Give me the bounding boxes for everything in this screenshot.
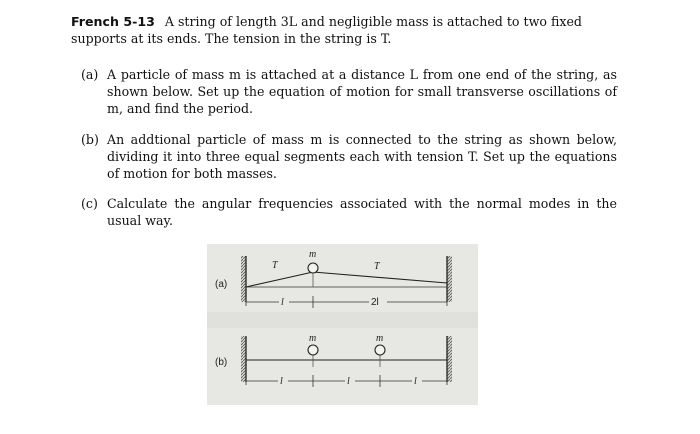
string-mass-figure [207, 244, 478, 405]
part-b-text: An addtional particle of mass m is connected to the string as shown below, dividing it into three equal segments each with tension T. Set up the equations of motion for both masses. [107, 132, 617, 181]
panel-a [215, 249, 452, 308]
shadow-band [207, 312, 478, 328]
mass-label-a: m [309, 249, 317, 260]
dim-1-label-b: l [280, 376, 283, 387]
part-b [81, 132, 617, 182]
mass-2-label-b: m [376, 333, 384, 344]
dim-2-label-b: l [347, 376, 350, 387]
tension-left-label-a: T [272, 260, 278, 271]
left-support-b [241, 336, 246, 382]
right-support-a [447, 256, 452, 302]
panel-a-label: (a) [215, 279, 228, 290]
part-c [81, 196, 617, 230]
problem-text: A string of length 3L and negligible mass is attached to two fixed supports at its ends. The tension in the string is T. [71, 14, 582, 46]
mass-1-b [308, 345, 318, 355]
part-a-text: A particle of mass m is attached at a distance L from one end of the string, as shown below. Set up the equation of motion for small transverse oscillations of m, and find the period. [107, 67, 617, 116]
figure-svg [207, 244, 478, 405]
mass-1-label-b: m [309, 333, 317, 344]
dim-3-label-b: l [414, 376, 417, 387]
part-c-text: Calculate the angular frequencies associated with the normal modes in the usual way. [107, 196, 617, 228]
panel-b [215, 333, 452, 387]
left-support-a [241, 256, 246, 302]
string-right-a [313, 272, 447, 283]
string-left-a [246, 272, 313, 287]
part-a [81, 67, 617, 117]
part-c-label: (c) [81, 196, 98, 211]
mass-a [308, 263, 318, 273]
dim-left-label-a: l [281, 297, 284, 308]
dim-right-label-a: 2l [371, 297, 379, 308]
problem-statement [71, 13, 631, 47]
part-b-label: (b) [81, 132, 99, 147]
mass-2-b [375, 345, 385, 355]
tension-right-label-a: T [374, 261, 380, 272]
right-support-b [447, 336, 452, 382]
panel-b-label: (b) [215, 357, 228, 368]
problem-title: French 5-13 [71, 14, 155, 29]
part-a-label: (a) [81, 67, 99, 82]
